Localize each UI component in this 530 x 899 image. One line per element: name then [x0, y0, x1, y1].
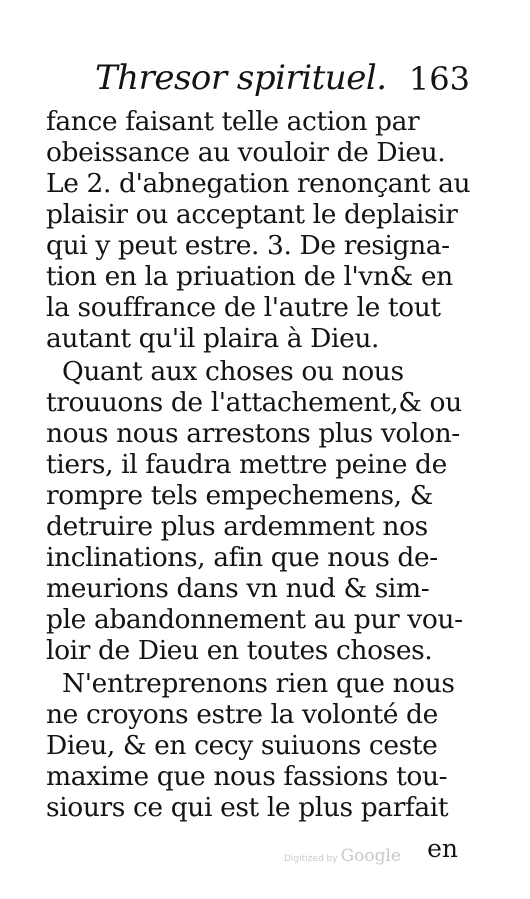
watermark-prefix: Digitized by: [284, 854, 338, 864]
text-line: fance faisant telle action par: [46, 106, 420, 137]
text-line: tion en la priuation de l'vn& en: [46, 261, 453, 292]
text-line: la souffrance de l'autre le tout: [46, 292, 441, 323]
paragraph-start-line: Quant aux choses ou nous: [62, 356, 404, 387]
text-line: plaisir ou acceptant le deplaisir: [46, 199, 458, 230]
text-line: detruire plus ardemment nos: [46, 511, 428, 542]
body-text: [46, 106, 471, 823]
text-line: ne croyons estre la volonté de: [46, 699, 438, 730]
running-title: Thresor spirituel.: [95, 58, 387, 98]
text-line: ple abandonnement au pur vou-: [46, 604, 463, 635]
text-line: nous nous arrestons plus volon-: [46, 418, 460, 449]
paragraph-start-line: N'entreprenons rien que nous: [62, 668, 455, 699]
text-line: inclinations, afin que nous de-: [46, 542, 438, 573]
text-line: qui y peut estre. 3. De resigna-: [46, 230, 450, 261]
digitization-watermark: [284, 846, 401, 866]
text-line: rompre tels empechemens, &: [46, 480, 433, 511]
page-header: [95, 58, 470, 104]
watermark-brand: Google: [340, 846, 401, 866]
page-number: 163: [408, 60, 470, 98]
text-line: tiers, il faudra mettre peine de: [46, 449, 447, 480]
text-line: autant qu'il plaira à Dieu.: [46, 323, 380, 354]
text-line: meurions dans vn nud & sim-: [46, 573, 430, 604]
text-line: obeissance au vouloir de Dieu.: [46, 137, 446, 168]
text-line: Dieu, & en cecy suiuons ceste: [46, 730, 438, 761]
text-line: loir de Dieu en toutes choses.: [46, 635, 433, 666]
text-line: Le 2. d'abnegation renonçant au: [46, 168, 471, 199]
catchword: en: [427, 834, 458, 863]
text-line: trouuons de l'attachement,& ou: [46, 387, 462, 418]
text-line: maxime que nous fassions tou-: [46, 761, 448, 792]
text-line: siours ce qui est le plus parfait: [46, 792, 449, 823]
